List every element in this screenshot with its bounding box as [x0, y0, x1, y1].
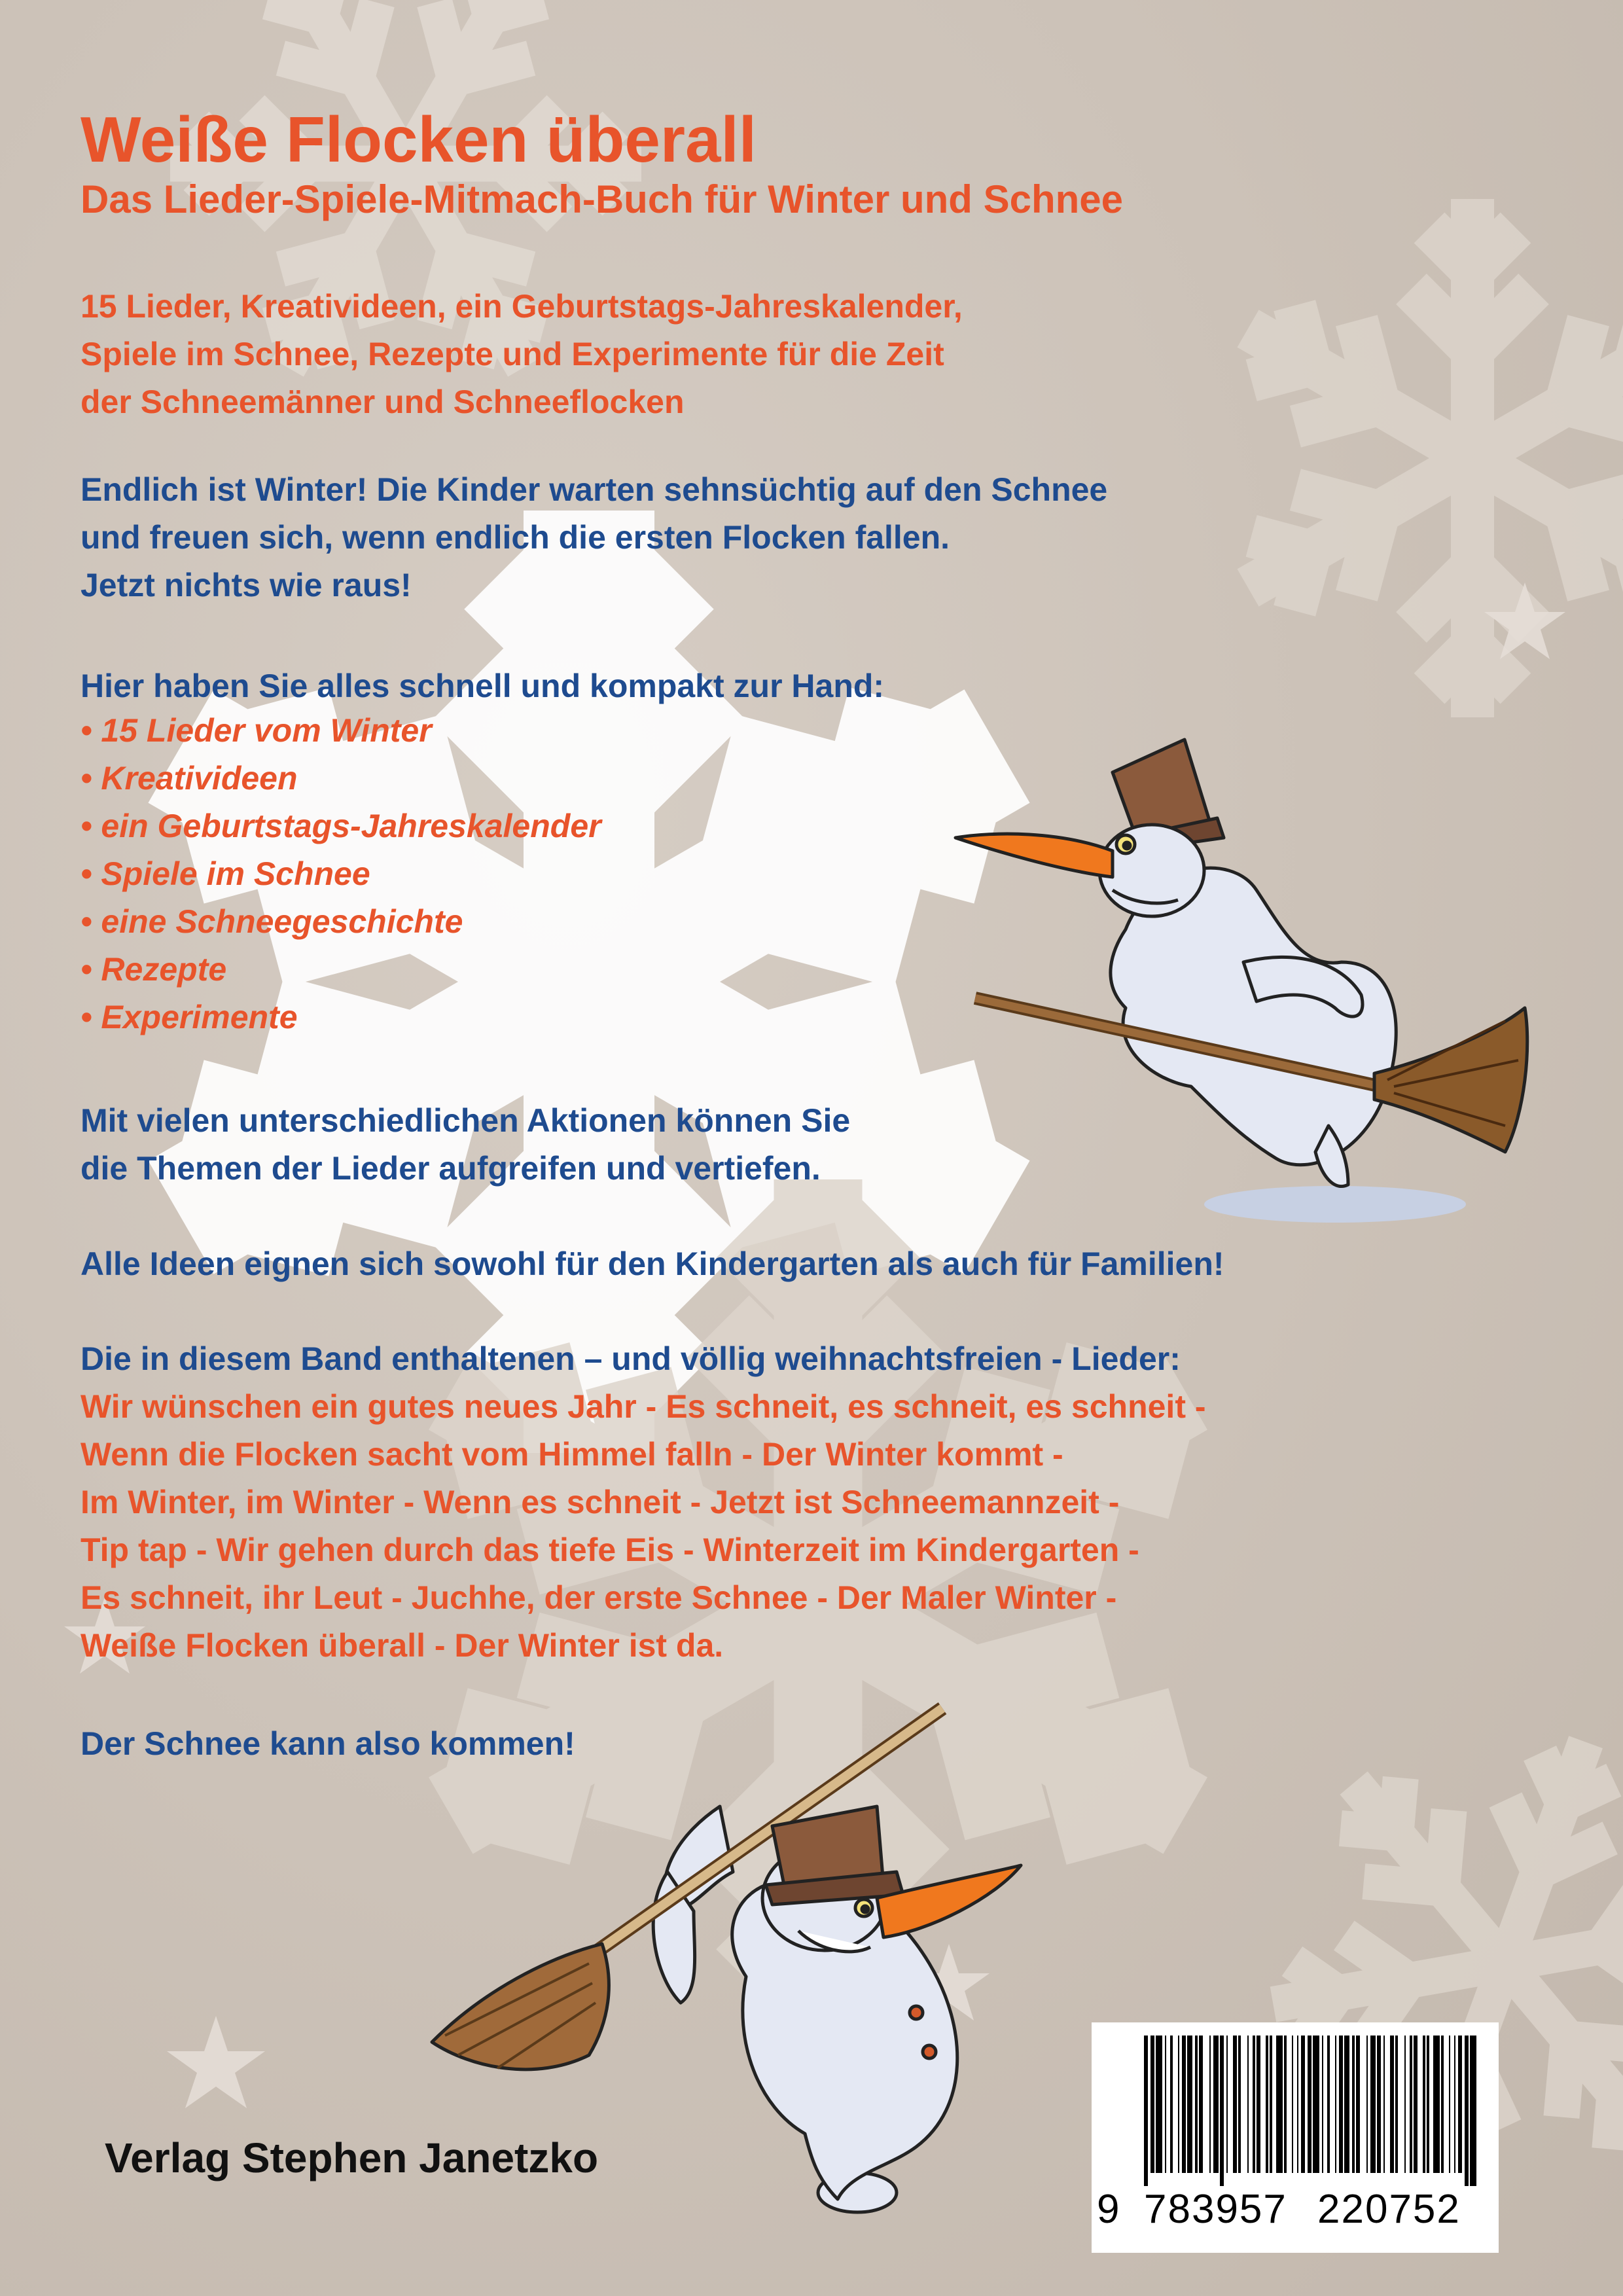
feature-list — [80, 707, 601, 1041]
song-list — [80, 1383, 1206, 1670]
barcode-bar — [1327, 2036, 1330, 2173]
barcode-bars — [1105, 2036, 1486, 2186]
barcode-bar — [1344, 2036, 1349, 2173]
barcode-bar — [1313, 2036, 1319, 2173]
song-line: Weiße Flocken überall - Der Winter ist da. — [80, 1627, 724, 1664]
barcode-bar — [1470, 2036, 1476, 2186]
barcode-bar — [1441, 2036, 1444, 2173]
barcode-bar — [1247, 2036, 1249, 2173]
barcode-bar — [1308, 2036, 1311, 2173]
barcode-bar — [1383, 2036, 1385, 2173]
barcode-bar — [1187, 2036, 1192, 2173]
intro-line: 15 Lieder, Kreativideen, ein Geburtstags-Jahreskalender, — [80, 288, 963, 325]
paragraph-line: Mit vielen unterschiedlichen Aktionen können Sie — [80, 1102, 851, 1139]
barcode-group-2: 220752 — [1317, 2187, 1461, 2232]
barcode-bar — [1292, 2036, 1293, 2173]
publisher-name: Verlag Stephen Janetzko — [105, 2134, 599, 2181]
intro-line: Spiele im Schnee, Rezepte und Experimente für die Zeit — [80, 336, 944, 372]
overview-heading: Hier haben Sie alles schnell und kompakt zur Hand: — [80, 668, 885, 704]
intro-line: der Schneemänner und Schneeflocken — [80, 384, 685, 420]
barcode — [1092, 2022, 1499, 2253]
barcode-first-digit: 9 — [1097, 2187, 1120, 2232]
barcode-bar — [1301, 2036, 1305, 2173]
songs-heading: Die in diesem Band enthaltenen – und völlig weihnachtsfreien - Lieder: — [80, 1340, 1181, 1377]
barcode-bar — [1195, 2036, 1198, 2173]
book-subtitle: Das Lieder-Spiele-Mitmach-Buch für Winter und Schnee — [80, 177, 1124, 221]
barcode-bar — [1170, 2036, 1173, 2173]
feature-item: • ein Geburtstags-Jahreskalender — [80, 808, 601, 844]
barcode-bar — [1423, 2036, 1425, 2173]
barcode-bar — [1156, 2036, 1162, 2173]
feature-item: • Rezepte — [80, 951, 227, 988]
intro-paragraph — [80, 283, 963, 426]
feature-item: • Kreativideen — [80, 760, 298, 797]
song-line: Es schneit, ihr Leut - Juchhe, der erste Schnee - Der Maler Winter - — [80, 1579, 1117, 1616]
barcode-bar — [1356, 2036, 1360, 2173]
barcode-bar — [1370, 2036, 1376, 2173]
actions-paragraph — [80, 1097, 850, 1193]
barcode-bar — [1209, 2036, 1211, 2173]
barcode-bar — [1182, 2036, 1186, 2173]
barcode-bar — [1427, 2036, 1429, 2173]
barcode-bar — [1404, 2036, 1406, 2173]
song-line: Tip tap - Wir gehen durch das tiefe Eis - Winterzeit im Kindergarten - — [80, 1532, 1139, 1568]
barcode-bar — [1199, 2036, 1203, 2173]
paragraph-line: Jetzt nichts wie raus! — [80, 567, 412, 603]
paragraph-line: und freuen sich, wenn endlich die ersten Flocken fallen. — [80, 519, 950, 556]
barcode-bar — [1233, 2036, 1237, 2173]
barcode-bar — [1266, 2036, 1268, 2173]
barcode-bar — [1454, 2036, 1455, 2173]
barcode-bar — [1458, 2036, 1462, 2173]
paragraph-line: die Themen der Lieder aufgreifen und vertiefen. — [80, 1150, 821, 1187]
barcode-bar — [1297, 2036, 1298, 2173]
winter-paragraph — [80, 466, 1107, 609]
barcode-bar — [1465, 2036, 1469, 2186]
barcode-bar — [1433, 2036, 1440, 2173]
barcode-bar — [1395, 2036, 1398, 2173]
barcode-bar — [1253, 2036, 1255, 2173]
barcode-bar — [1414, 2036, 1418, 2173]
closing-line: Der Schnee kann also kommen! — [80, 1725, 575, 1762]
feature-item: • Experimente — [80, 999, 298, 1035]
barcode-bar — [1352, 2036, 1355, 2173]
barcode-bar — [1238, 2036, 1241, 2173]
barcode-bar — [1335, 2036, 1336, 2173]
feature-item: • eine Schneegeschichte — [80, 903, 463, 940]
barcode-bar — [1276, 2036, 1283, 2173]
barcode-bar — [1339, 2036, 1343, 2173]
barcode-bar — [1150, 2036, 1154, 2173]
song-line: Im Winter, im Winter - Wenn es schneit - Jetzt ist Schneemannzeit - — [80, 1484, 1120, 1520]
feature-item: • 15 Lieder vom Winter — [80, 712, 432, 749]
paragraph-line: Endlich ist Winter! Die Kinder warten sehnsüchtig auf den Schnee — [80, 471, 1108, 508]
song-line: Wir wünschen ein gutes neues Jahr - Es schneit, es schneit, es schneit - — [80, 1388, 1206, 1425]
ideas-paragraph: Alle Ideen eignen sich sowohl für den Kindergarten als auch für Familien! — [80, 1246, 1224, 1282]
feature-item: • Spiele im Schnee — [80, 855, 370, 892]
barcode-bar — [1144, 2036, 1148, 2186]
barcode-bar — [1390, 2036, 1394, 2173]
barcode-bar — [1377, 2036, 1381, 2173]
barcode-bar — [1270, 2036, 1272, 2173]
barcode-bar — [1178, 2036, 1179, 2173]
barcode-group-1: 783957 — [1144, 2187, 1287, 2232]
barcode-bar — [1366, 2036, 1368, 2173]
book-title: Weiße Flocken überall — [80, 103, 757, 175]
barcode-bar — [1226, 2036, 1228, 2173]
song-line: Wenn die Flocken sacht vom Himmel falln - Der Winter kommt - — [80, 1436, 1063, 1473]
barcode-bar — [1449, 2036, 1450, 2173]
barcode-bar — [1284, 2036, 1287, 2173]
barcode-bar — [1213, 2036, 1219, 2173]
barcode-bar — [1410, 2036, 1412, 2173]
barcode-bar — [1220, 2036, 1224, 2186]
barcode-bar — [1165, 2036, 1166, 2173]
barcode-bar — [1257, 2036, 1260, 2173]
barcode-bar — [1322, 2036, 1323, 2173]
